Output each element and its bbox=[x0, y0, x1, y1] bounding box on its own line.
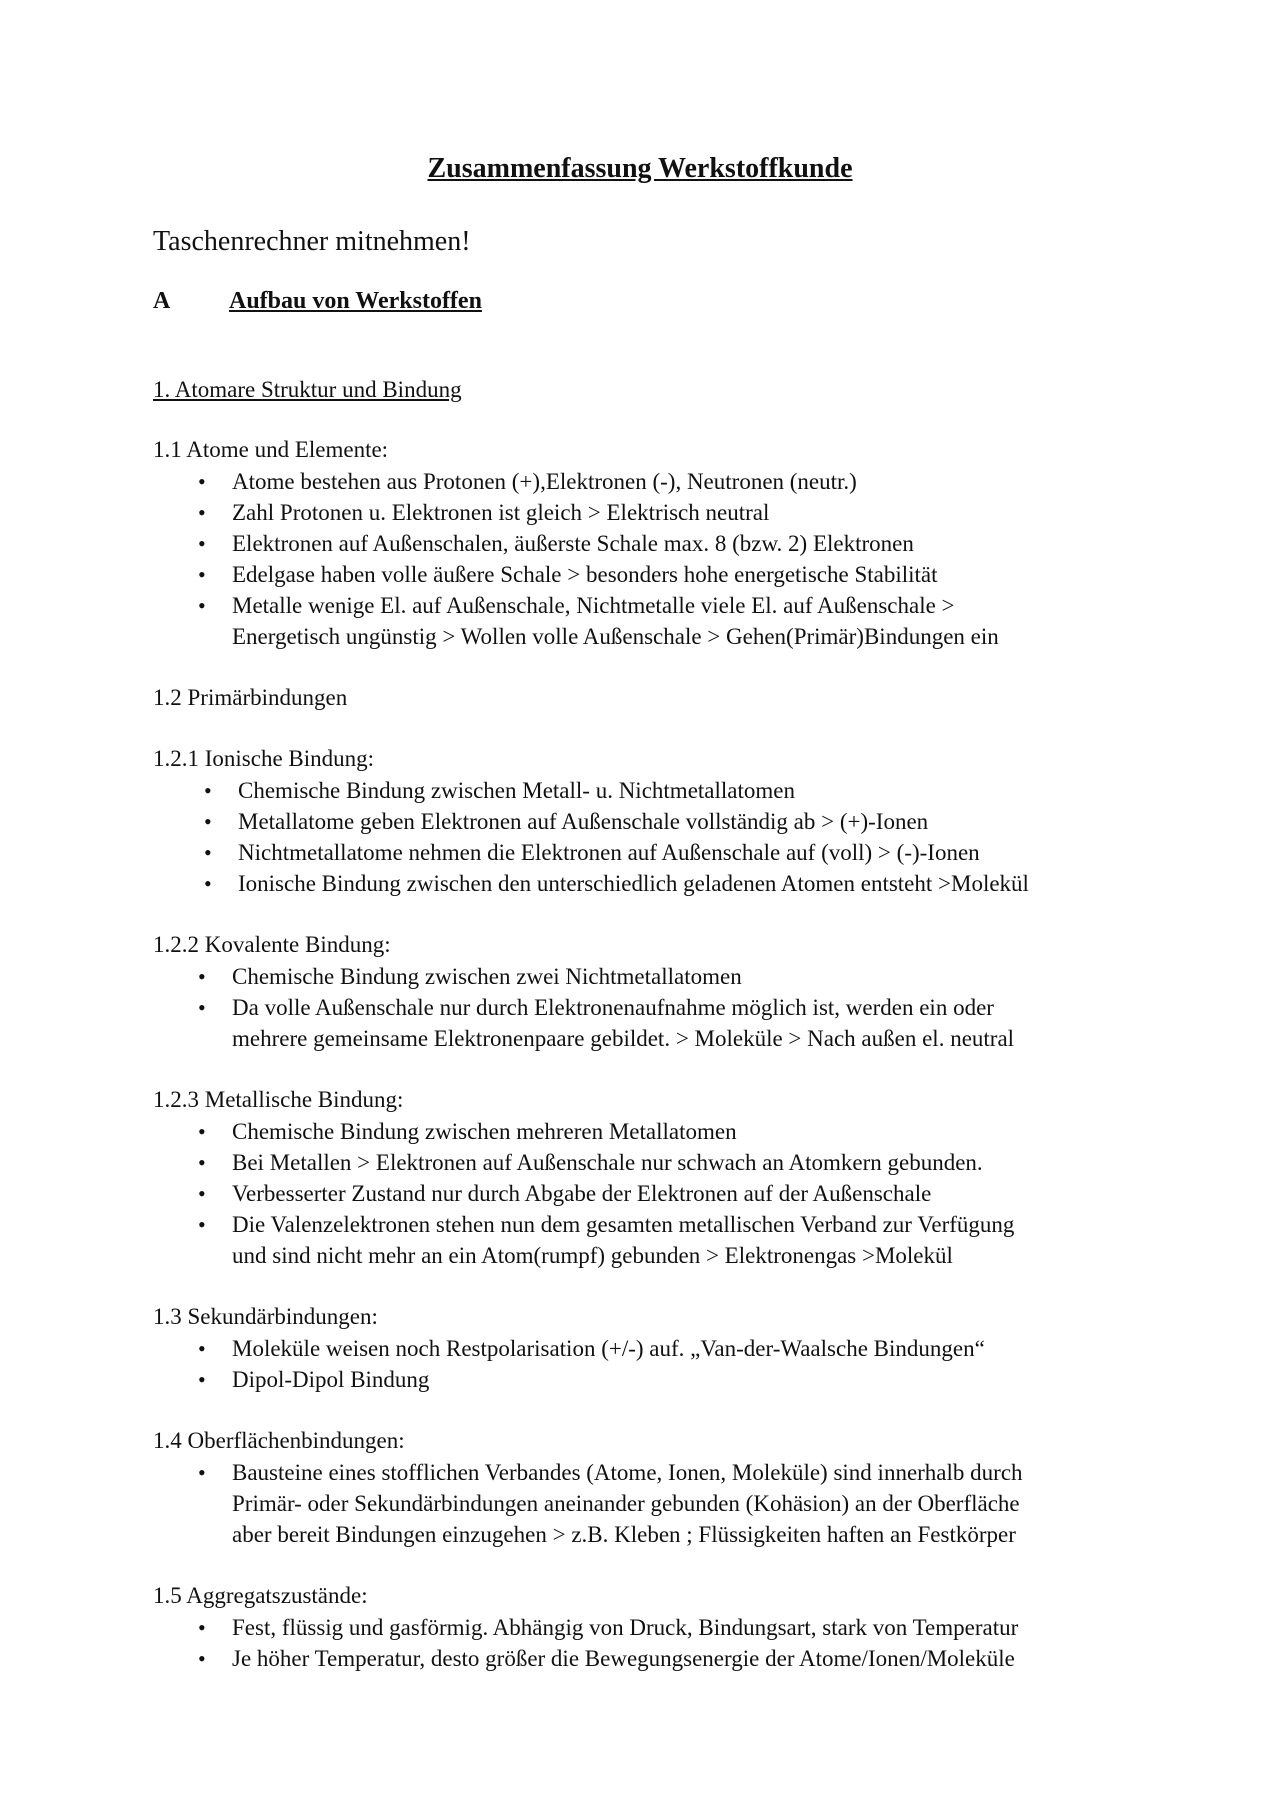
bullet-icon: • bbox=[204, 871, 212, 896]
bullet-icon: • bbox=[198, 1615, 206, 1640]
list-item-continuation: mehrere gemeinsame Elektronenpaare gebildet. > Moleküle > Nach außen el. neutral bbox=[232, 1026, 1015, 1051]
list-item: • Atome bestehen aus Protonen (+),Elektronen (-), Neutronen (neutr.) bbox=[232, 466, 857, 497]
list-item: • Nichtmetallatome nehmen die Elektronen auf Außenschale auf (voll) > (-)-Ionen bbox=[238, 837, 980, 868]
list-item: • Bausteine eines stofflichen Verbandes (Atome, Ionen, Moleküle) sind innerhalb durch bbox=[232, 1457, 1023, 1488]
bullet-icon: • bbox=[198, 562, 206, 587]
list-item: • Edelgase haben volle äußere Schale > besonders hohe energetische Stabilität bbox=[232, 559, 938, 590]
list-item-continuation: aber bereit Bindungen einzugehen > z.B. Kleben ; Flüssigkeiten haften an Festkörper bbox=[232, 1522, 1016, 1547]
heading-1-2-3: 1.2.3 Metallische Bindung: bbox=[153, 1087, 404, 1112]
bullet-icon: • bbox=[198, 1181, 206, 1206]
list-item: • Bei Metallen > Elektronen auf Außenschale nur schwach an Atomkern gebunden. bbox=[232, 1147, 983, 1178]
chapter-1-heading: 1. Atomare Struktur und Bindung bbox=[153, 377, 462, 402]
list-item: • Fest, flüssig und gasförmig. Abhängig von Druck, Bindungsart, stark von Temperatur bbox=[232, 1612, 1018, 1643]
bullet-icon: • bbox=[198, 593, 206, 618]
list-item: • Je höher Temperatur, desto größer die Bewegungsenergie der Atome/Ionen/Moleküle bbox=[232, 1643, 1015, 1674]
list-item: • Ionische Bindung zwischen den unterschiedlich geladenen Atomen entsteht >Molekül bbox=[238, 868, 1029, 899]
heading-1-4: 1.4 Oberflächenbindungen: bbox=[153, 1428, 405, 1453]
bullet-icon: • bbox=[198, 964, 206, 989]
list-item: • Elektronen auf Außenschalen, äußerste Schale max. 8 (bzw. 2) Elektronen bbox=[232, 528, 914, 559]
section-title: Aufbau von Werkstoffen bbox=[229, 288, 482, 314]
bullet-icon: • bbox=[198, 469, 206, 494]
heading-1-1: 1.1 Atome und Elemente: bbox=[153, 437, 389, 462]
section-a-heading bbox=[153, 286, 482, 316]
bullet-icon: • bbox=[198, 1212, 206, 1237]
document-title: Zusammenfassung Werkstoffkunde bbox=[427, 153, 853, 184]
list-item: • Metalle wenige El. auf Außenschale, Nichtmetalle viele El. auf Außenschale > bbox=[232, 590, 955, 621]
bullet-icon: • bbox=[204, 778, 212, 803]
list-item: • Chemische Bindung zwischen mehreren Metallatomen bbox=[232, 1116, 737, 1147]
bullet-icon: • bbox=[204, 809, 212, 834]
bullet-icon: • bbox=[198, 995, 206, 1020]
heading-1-2-2: 1.2.2 Kovalente Bindung: bbox=[153, 932, 391, 957]
heading-1-5: 1.5 Aggregatszustände: bbox=[153, 1583, 368, 1608]
bullet-icon: • bbox=[198, 1119, 206, 1144]
heading-1-3: 1.3 Sekundärbindungen: bbox=[153, 1304, 378, 1329]
bullet-icon: • bbox=[198, 1646, 206, 1671]
list-item: • Chemische Bindung zwischen Metall- u. Nichtmetallatomen bbox=[238, 775, 795, 806]
list-item: • Die Valenzelektronen stehen nun dem gesamten metallischen Verband zur Verfügung bbox=[232, 1209, 1014, 1240]
list-item-continuation: Energetisch ungünstig > Wollen volle Außenschale > Gehen(Primär)Bindungen ein bbox=[232, 624, 999, 649]
bullet-icon: • bbox=[198, 1460, 206, 1485]
list-item: • Metallatome geben Elektronen auf Außenschale vollständig ab > (+)-Ionen bbox=[238, 806, 928, 837]
list-item: • Verbesserter Zustand nur durch Abgabe der Elektronen auf der Außenschale bbox=[232, 1178, 931, 1209]
list-item: • Da volle Außenschale nur durch Elektronenaufnahme möglich ist, werden ein oder bbox=[232, 992, 994, 1023]
list-item: • Moleküle weisen noch Restpolarisation (+/-) auf. „Van-der-Waalsche Bindungen“ bbox=[232, 1333, 985, 1364]
heading-1-2-1: 1.2.1 Ionische Bindung: bbox=[153, 746, 375, 771]
list-item-continuation: und sind nicht mehr an ein Atom(rumpf) gebunden > Elektronengas >Molekül bbox=[232, 1243, 953, 1268]
bullet-icon: • bbox=[198, 531, 206, 556]
list-item-continuation: Primär- oder Sekundärbindungen aneinander gebunden (Kohäsion) an der Oberfläche bbox=[232, 1491, 1020, 1516]
bullet-icon: • bbox=[198, 1336, 206, 1361]
list-item: • Chemische Bindung zwischen zwei Nichtmetallatomen bbox=[232, 961, 742, 992]
bullet-icon: • bbox=[198, 1150, 206, 1175]
calculator-note: Taschenrechner mitnehmen! bbox=[153, 226, 471, 257]
bullet-icon: • bbox=[204, 840, 212, 865]
bullet-icon: • bbox=[198, 1367, 206, 1392]
heading-1-2: 1.2 Primärbindungen bbox=[153, 685, 348, 710]
bullet-icon: • bbox=[198, 500, 206, 525]
list-item: • Dipol-Dipol Bindung bbox=[232, 1364, 429, 1395]
list-item: • Zahl Protonen u. Elektronen ist gleich > Elektrisch neutral bbox=[232, 497, 769, 528]
section-letter: A bbox=[153, 288, 171, 314]
